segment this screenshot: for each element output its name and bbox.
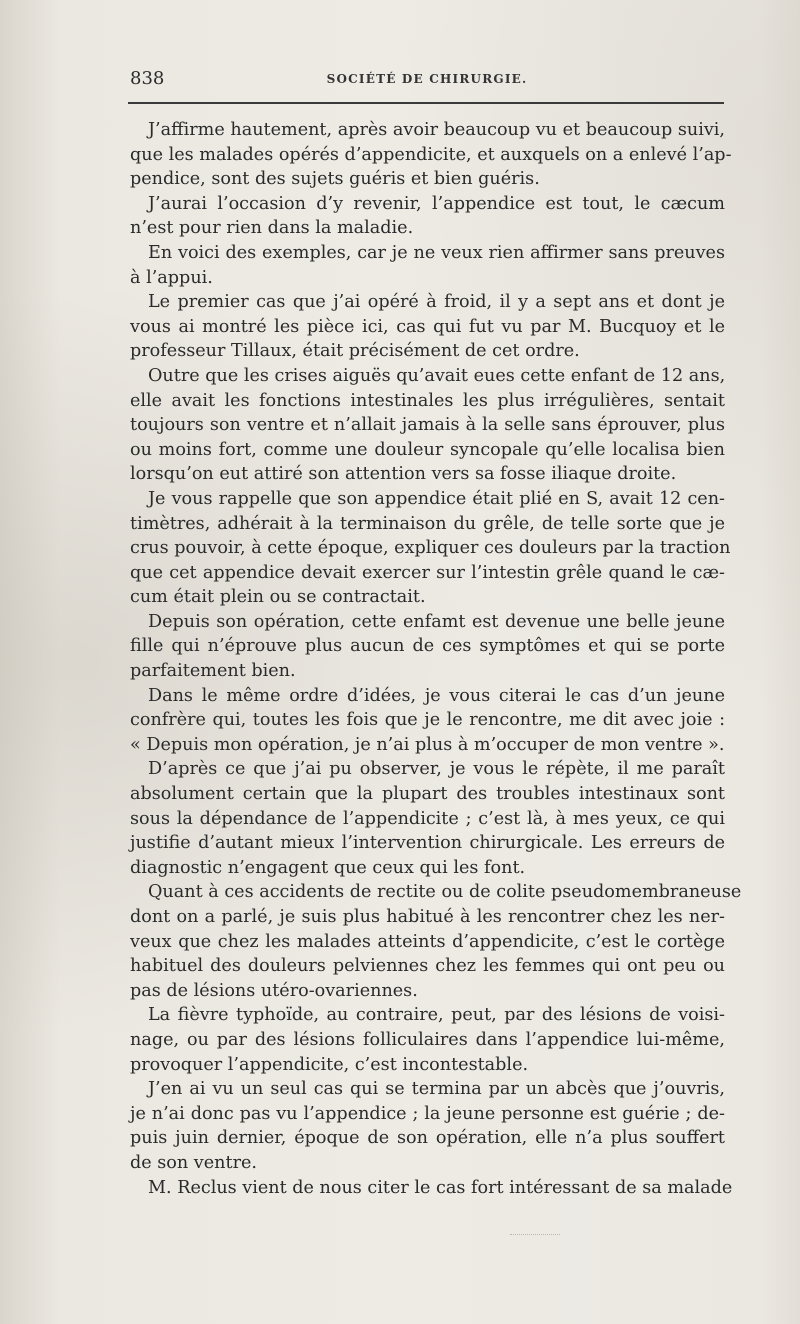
paragraph bbox=[130, 757, 725, 880]
paragraph bbox=[130, 192, 725, 241]
text-line: D’après ce que j’ai pu observer, je vous le répète, il me paraît bbox=[148, 759, 725, 780]
paragraph bbox=[130, 290, 725, 364]
text-line: à l’appui. bbox=[130, 267, 213, 288]
paragraph bbox=[130, 1003, 725, 1077]
text-line: elle avait les fonctions intestinales les plus irrégulières, sentait bbox=[130, 390, 725, 411]
text-line: pendice, sont des sujets guéris et bien guéris. bbox=[130, 169, 540, 190]
text-line: nage, ou par des lésions folliculaires dans l’appendice lui-même, bbox=[130, 1029, 725, 1050]
text-line: La fièvre typhoïde, au contraire, peut, par des lésions de voisi- bbox=[148, 1005, 725, 1026]
text-line: Depuis son opération, cette enfamt est devenue une belle jeune bbox=[148, 611, 725, 632]
text-line: pas de lésions utéro-ovariennes. bbox=[130, 980, 418, 1001]
text-line: fille qui n’éprouve plus aucun de ces symptômes et qui se porte bbox=[130, 636, 725, 657]
page-header bbox=[130, 68, 724, 94]
paragraph bbox=[130, 1077, 725, 1175]
body-text bbox=[130, 118, 742, 1200]
text-line: dont on a parlé, je suis plus habitué à les rencontrer chez les ner- bbox=[130, 907, 725, 927]
paragraph bbox=[130, 684, 725, 758]
text-line: timètres, adhérait à la terminaison du grêle, de telle sorte que je bbox=[130, 513, 725, 534]
text-line: J’affirme hautement, après avoir beaucoup vu et beaucoup suivi, bbox=[148, 120, 725, 140]
text-line: que cet appendice devait exercer sur l’intestin grêle quand le cæ- bbox=[130, 562, 725, 583]
text-line: M. Reclus vient de nous citer le cas fort intéressant de sa malade bbox=[148, 1177, 733, 1198]
text-line: confrère qui, toutes les fois que je le rencontre, me dit avec joie : bbox=[130, 710, 725, 731]
paragraph bbox=[130, 118, 732, 192]
text-line: J’aurai l’occasion d’y revenir, l’appendice est tout, le cæcum bbox=[148, 193, 725, 214]
text-line: n’est pour rien dans la maladie. bbox=[130, 218, 414, 239]
text-line: « Depuis mon opération, je n’ai plus à m’occuper de mon ventre ». bbox=[130, 734, 725, 755]
paragraph bbox=[130, 880, 742, 1003]
text-line: provoquer l’appendicite, c’est incontestable. bbox=[130, 1054, 529, 1075]
text-line: vous ai montré les pièce ici, cas qui fut vu par M. Bucquoy et le bbox=[130, 316, 725, 337]
footer-speck bbox=[510, 1234, 560, 1237]
text-line: Outre que les crises aiguës qu’avait eues cette enfant de 12 ans, bbox=[148, 365, 726, 386]
page-number: 838 bbox=[130, 68, 165, 89]
text-line: crus pouvoir, à cette époque, expliquer ces douleurs par la traction bbox=[130, 538, 731, 559]
paragraph bbox=[130, 1176, 733, 1201]
header-rule bbox=[128, 102, 724, 104]
paragraph bbox=[130, 610, 725, 684]
running-title: SOCIÉTÉ DE CHIRURGIE. bbox=[326, 72, 528, 86]
paragraph bbox=[130, 364, 725, 487]
paragraph bbox=[130, 487, 731, 610]
text-line: que les malades opérés d’appendicite, et auxquels on a enlevé l’ap- bbox=[130, 144, 732, 165]
text-line: de son ventre. bbox=[130, 1152, 257, 1173]
text-line: habituel des douleurs pelviennes chez les femmes qui ont peu ou bbox=[130, 956, 725, 977]
text-line: J’en ai vu un seul cas qui se termina par un abcès que j’ouvris, bbox=[148, 1079, 725, 1100]
text-line: puis juin dernier, époque de son opération, elle n’a plus souffert bbox=[130, 1128, 725, 1149]
paragraph bbox=[130, 241, 725, 290]
text-line: veux que chez les malades atteints d’appendicite, c’est le cortège bbox=[130, 931, 725, 952]
text-line: parfaitement bien. bbox=[130, 661, 296, 682]
text-line: Quant à ces accidents de rectite ou de colite pseudomembraneuse bbox=[148, 882, 742, 903]
text-line: je n’ai donc pas vu l’appendice ; la jeune personne est guérie ; de- bbox=[130, 1103, 725, 1124]
text-line: sous la dépendance de l’appendicite ; c’est là, à mes yeux, ce qui bbox=[130, 808, 725, 829]
text-line: cum était plein ou se contractait. bbox=[130, 587, 426, 608]
text-line: ou moins fort, comme une douleur syncopale qu’elle localisa bien bbox=[130, 439, 725, 460]
text-line: Le premier cas que j’ai opéré à froid, il y a sept ans et dont je bbox=[148, 292, 725, 313]
text-line: Je vous rappelle que son appendice était plié en S, avait 12 cen- bbox=[148, 488, 725, 509]
text-line: professeur Tillaux, était précisément de cet ordre. bbox=[130, 341, 580, 362]
text-line: En voici des exemples, car je ne veux rien affirmer sans preuves bbox=[148, 242, 725, 263]
text-line: Dans le même ordre d’idées, je vous citerai le cas d’un jeune bbox=[148, 685, 725, 706]
text-line: absolument certain que la plupart des troubles intestinaux sont bbox=[130, 784, 725, 805]
text-line: justifie d’autant mieux l’intervention chirurgicale. Les erreurs de bbox=[130, 833, 725, 854]
text-line: diagnostic n’engagent que ceux qui les font. bbox=[130, 857, 526, 878]
text-line: lorsqu’on eut attiré son attention vers sa fosse iliaque droite. bbox=[130, 464, 677, 485]
text-line: toujours son ventre et n’allait jamais à la selle sans éprouver, plus bbox=[130, 415, 725, 436]
